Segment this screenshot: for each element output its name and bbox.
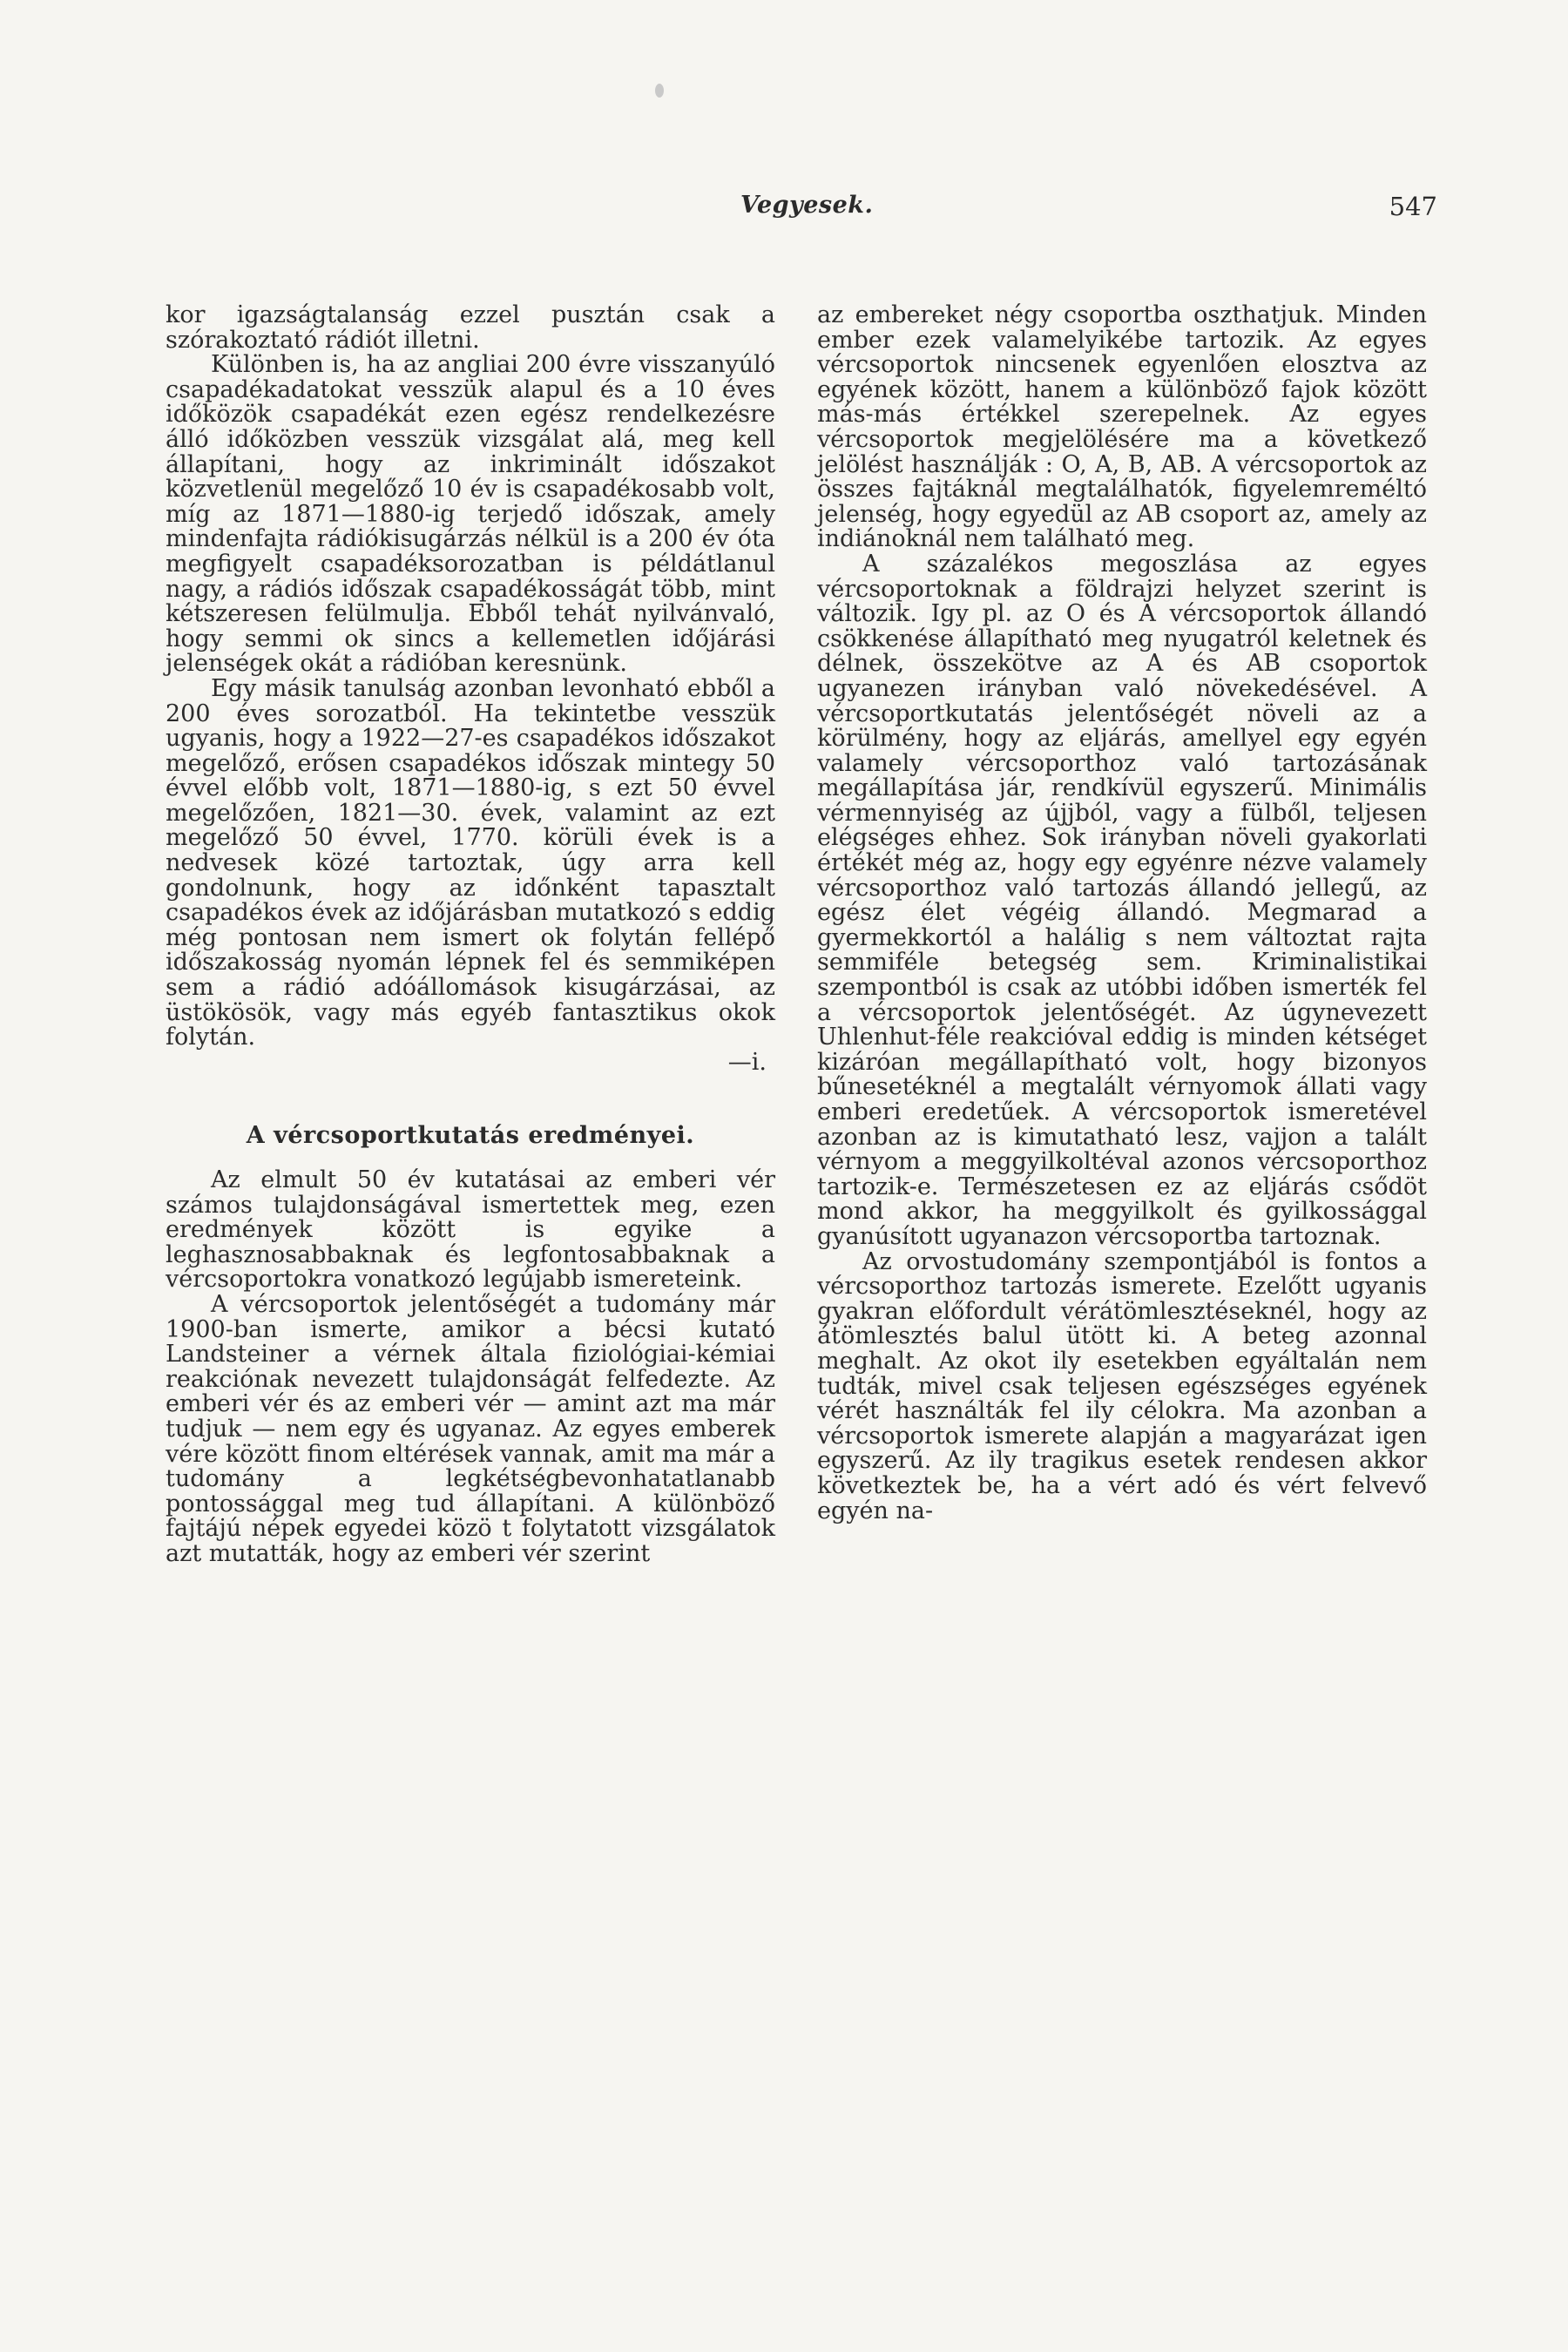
article-signature: —i. [727,1048,767,1076]
paragraph: A vércsoportok jelentőségét a tudomány már 1900-ban ismerte, amikor a bécsi kutató Landsteiner a vérnek általa fiziológiai-kémiai reakciónak nevezett tulajdonságát felfedezte. Az emberi vér és az emberi vér — amint azt ma már tudjuk — nem egy és ugyanaz. Az egyes emberek vére között finom eltérések vannak, amit ma már a tudomány a legkétségbevonhatatlanabb pontossággal meg tud állapítani. A különböző fajtájú népek egyedei közö t folytatott vizsgálatok azt mutatták, hogy az emberi vér szerint [166,1290,775,1567]
page-header [166,192,1437,235]
page-number: 547 [1389,192,1437,221]
paragraph: Egy másik tanulság azonban levonható ebből a 200 éves sorozatból. Ha tekintetbe vesszük ugyanis, hogy a 1922—27-es csapadékos időszakot megelőző, erősen csapadékos időszak mintegy 50 évvel előbb volt, 1871—1880-ig, s ezt 50 évvel megelőzően, 1821—30. évek, valamint az ezt megelőző 50 évvel, 1770. körüli évek is a nedvesek közé tartoztak, úgy arra kell gondolnunk, hogy az időnként tapasztalt csapadékos évek az időjárásban mutatkozó s eddig még pontosan nem ismert ok folytán fellépő időszakosság nyomán lépnek fel és semmiképen sem a rádió adóállomások kisugárzásai, az üstökösök, vagy más egyéb fantasztikus okok folytán. [166,674,775,1051]
running-title: Vegyesek. [740,192,874,219]
right-column [817,303,1427,1524]
left-column [166,303,775,1567]
paragraph: kor igazságtalanság ezzel pusztán csak a szórakoztató rádiót illetni. [166,301,775,354]
paragraph: Az orvostudomány szempontjából is fontos a vércsoporthoz tartozás ismerete. Ezelőtt ugyanis gyakran előfordult vérátömlesztéseknél, hogy az átömlesztés balul ütött ki. A beteg azonnal meghalt. Az okot ily esetekben egyáltalán nem tudták, mivel csak teljesen egészséges egyének vérét használták fel ily célokra. Ma azonban a vércsoportok ismerete alapján a magyarázat igen egyszerű. Az ily tragikus esetek rendesen akkor következtek be, ha a vért adó és vért felvevő egyén na- [817,1247,1427,1524]
paragraph: Az elmult 50 év kutatásai az emberi vér számos tulajdonságával ismertettek meg, ezen eredmények között is egyike a leghasznosabbaknak és legfontosabbaknak a vércsoportokra vonatkozó legújabb ismereteink. [166,1166,775,1294]
paragraph: Különben is, ha az angliai 200 évre visszanyúló csapadékadatokat vesszük alapul és a 10 éves időközök csapadékát ezen egész rendelkezésre álló időközben vesszük vizsgálat alá, meg kell állapítani, hogy az inkriminált időszakot közvetlenül megelőző 10 év is csapadékosabb volt, míg az 1871—1880-ig terjedő időszak, amely mindenfajta rádiókisugárzás nélkül is a 200 év óta megfigyelt csapadéksorozatban is példátlanul nagy, a rádiós időszak csapadékosságát több, mint kétszeresen felülmulja. Ebből tehát nyilvánvaló, hogy semmi ok sincs a kellemetlen időjárási jelenségek okát a rádióban keresnünk. [166,351,775,678]
paragraph: az embereket négy csoportba oszthatjuk. Minden ember ezek valamelyikébe tartozik. Az egyes vércsoportok nincsenek egyenlően elosztva az egyének között, hanem a különböző fajok között más-más értékkel szerepelnek. Az egyes vércsoportok megjelölésére ma a következő jelölést használják : O, A, B, AB. A vércsoportok az összes fajtáknál megtalálhatók, figyelemreméltó jelenség, hogy egyedül az AB csoport az, amely az indiánoknál nem található meg. [817,301,1427,553]
section-title: A vércsoportkutatás eredményei. [246,1122,695,1150]
ink-speck [655,84,664,98]
paragraph: A százalékos megoszlása az egyes vércsoportoknak a földrajzi helyzet szerint is változik. Igy pl. az O és A vércsoportok állandó csökkenése állapítható meg nyugatról keletnek és délnek, összekötve az A és AB csoportok ugyanezen irányban való növekedésével. A vércsoportkutatás jelentőségét növeli az a körülmény, hogy az eljárás, amellyel egy egyén valamely vércsoporthoz való tartozásának megállapítása jár, rendkívül egyszerű. Minimális vérmennyiség az újjból, vagy a fülből, teljesen elégséges ehhez. Sok irányban növeli gyakorlati értékét még az, hogy egy egyénre nézve valamely vércsoporthoz való tartozás állandó jellegű, az egész élet végéig állandó. Megmarad a gyermekkortól a halálig s nem változtat rajta semmiféle betegség sem. Kriminalistikai szempontból is csak az utóbbi időben ismerték fel a vércsoportok jelentőségét. Az úgynevezett Uhlenhut-féle reakcióval eddig is minden kétséget kizáróan megállapítható volt, hogy bizonyos bűnesetéknél a megtalált vérnyomok állati vagy emberi eredetűek. A vércsoportok ismeretével azonban az is kimutatható lesz, vajjon a talált vérnyom a meggyilkoltéval azonos vércsoporthoz tartozik-e. Természetesen ez az eljárás csődöt mond akkor, ha meggyilkolt és gyilkossággal gyanúsított ugyanazon vércsoportba tartoznak. [817,550,1427,1250]
